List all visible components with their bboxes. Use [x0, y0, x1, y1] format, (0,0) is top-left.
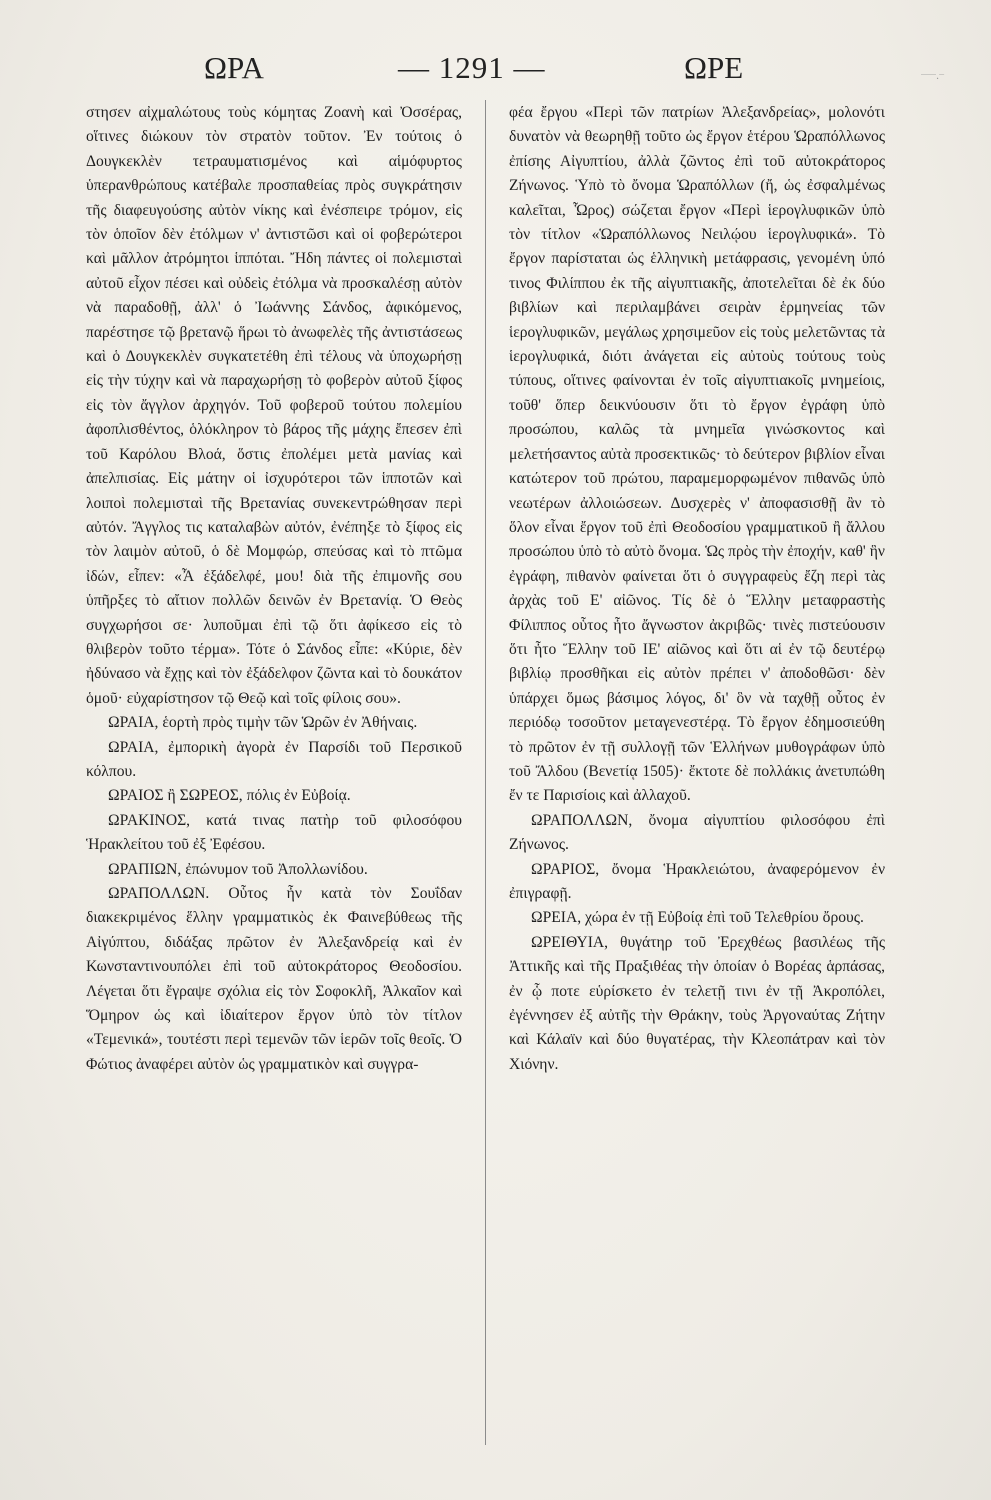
- corner-mark: ‾‾‾·‾: [921, 74, 945, 85]
- column-divider: [485, 100, 486, 1445]
- entry-oreia: ΩΡΕΙΑ, χώρα ἐν τῇ Εὐβοίᾳ ἐπὶ τοῦ Τελεθρίου ὄρους.: [531, 909, 864, 927]
- left-column: [86, 101, 462, 1077]
- entry-orarios: ΩΡΑΡΙΟΣ, ὄνομα Ἡρακλειώτου, ἀναφερόμενον ἐν ἐπιγραφῇ.: [509, 860, 885, 902]
- page-number: — 1291 —: [398, 50, 546, 85]
- right-paragraph-continued: φέα ἔργου «Περὶ τῶν πατρίων Ἀλεξανδρείας», μολονότι δυνατὸν νὰ θεωρηθῇ τοῦτο ὡς ἔργον ἑτέρου Ὡραπόλλωνος ἐπίσης Αἰγυπτίου, ἀλλὰ ζῶντος ἐπὶ τοῦ αὐτοκράτορος Ζήνωνος. Ὑπὸ τὸ ὄνομα Ὡραπόλλων (ἤ, ὡς ἐσφαλμένως καλεῖται, Ὧρος) σώζεται ἔργον «Περὶ ἱερογλυφικῶν ὑπὸ τὸν τίτλον «Ὡραπόλλωνος Νειλῴου ἱερογλυφικά». Τὸ ἔργον παρίσταται ὡς ἑλληνικὴ μετάφρασις, γενομένη ὑπό τινος Φιλίππου ἐκ τῆς αἰγυπτιακῆς, ἀποτελεῖται δὲ ἐκ δύο βιβλίων καὶ περιλαμβάνει σειρὰν ἑρμηνείας τῶν ἱερογλυφικῶν, μεγάλως χρησιμεῦον εἰς τοὺς μελετῶντας τὰ ἱερογλυφικά, διότι ἀνάγεται εἰς αὐτοὺς τούτους τοὺς τύπους, οἵτινες φαίνονται ἐν τοῖς αἰγυπτιακοῖς μνημείοις, τοῦθ' ὅπερ δεικνύουσιν ὅτι τὸ ἔργον ἐγράφη ὑπὸ προσώπου, καλῶς τὰ μνημεῖα γινώσκοντος καὶ μελετήσαντος αὐτὰ προσεκτικῶς· τὸ δεύτερον βιβλίον εἶναι κατώτερον τοῦ πρώτου, παραμεμορφωμένον πιθανῶς ὑπὸ νεωτέρων ἀλλοιώσεων. Δυσχερὲς ν' ἀποφασισθῇ ἂν τὸ ὅλον εἶναι ἔργον τοῦ ἐπὶ Θεοδοσίου γραμματικοῦ ἢ ἄλλου προσώπου ὑπὸ τὸ αὐτὸ ὄνομα. Ὡς πρὸς τὴν ἐποχήν, καθ' ἣν ἐγράφη, πιθανὸν φαίνεται ὅτι ὁ συγγραφεὺς ἔζη περὶ τὰς ἀρχὰς τοῦ Ε' αἰῶνος. Τίς δὲ ὁ Ἕλλην μεταφραστὴς Φίλιππος οὗτος ἦτο ἄγνωστον ἀκριβῶς· τινὲς πιστεύουσιν ὅτι ἦτο Ἕλλην τοῦ ΙΕ' αἰῶνος καὶ ὅτι αἱ ἐν τῷ δευτέρῳ βιβλίῳ προσθῆκαι εἰς αὐτὸν πρέπει ν' ἀποδοθῶσι· δὲν ὑπάρχει ὅμως βάσιμος λόγος, δι' ὃν νὰ ταχθῇ οὗτος ἐν περιόδῳ τοσοῦτον μεταγενεστέρᾳ. Τὸ ἔργον ἐδημοσιεύθη τὸ πρῶτον ἐν τῇ συλλογῇ τῶν Ἑλλήνων μυθογράφων ὑπὸ τοῦ Ἄλδου (Βενετίᾳ 1505)· ἔκτοτε δὲ πολλάκις ἀνετυπώθη ἔν τε Παρισίοις καὶ ἀλλαχοῦ.: [509, 104, 885, 805]
- entry-orapollon-philosopher: ΩΡΑΠΟΛΛΩΝ, ὄνομα αἰγυπτίου φιλοσόφου ἐπὶ Ζήνωνος.: [509, 811, 885, 854]
- entry-orapion: ΩΡΑΠΙΩΝ, ἐπώνυμον τοῦ Ἀπολλωνίδου.: [108, 860, 368, 878]
- entry-oraia-market: ΩΡΑΙΑ, ἐμπορικὴ ἀγορὰ ἐν Παρσίδι τοῦ Περσικοῦ κόλπου.: [86, 738, 462, 780]
- right-column: [509, 101, 885, 1077]
- entry-oraios: ΩΡΑΙΟΣ ἢ ΣΩΡΕΟΣ, πόλις ἐν Εὐβοίᾳ.: [108, 787, 351, 805]
- header-left-word: ΩΡΑ: [204, 50, 264, 85]
- entry-oraia-festival: ΩΡΑΙΑ, ἑορτὴ πρὸς τιμὴν τῶν Ὡρῶν ἐν Ἀθήναις.: [108, 714, 418, 732]
- entry-oreithyia: ΩΡΕΙΘΥΙΑ, θυγάτηρ τοῦ Ἐρεχθέως βασιλέως τῆς Ἀττικῆς καὶ τῆς Πραξιθέας τὴν ὁποίαν ὁ Βορέας ἁρπάσας, ἐν ᾧ ποτε εὑρίσκετο ἐν τελετῇ τινι ἐν τῇ Ἀκροπόλει, ἐγέννησεν ἐξ αὐτῆς τὴν Θράκην, τοὺς Ἀργοναύτας Ζήτην καὶ Κάλαϊν καὶ δύο θυγατέρας, τὴν Κλεοπάτραν καὶ τὸν Χιόνην.: [509, 933, 885, 1073]
- header-right-word: ΩΡΕ: [684, 50, 744, 85]
- entry-orakinos: ΩΡΑΚΙΝΟΣ, κατά τινας πατὴρ τοῦ φιλοσόφου Ἡρακλείτου τοῦ ἐξ Ἐφέσου.: [86, 811, 462, 854]
- page-header: [0, 50, 991, 98]
- entry-orapollon: ΩΡΑΠΟΛΛΩΝ. Οὗτος ἦν κατὰ τὸν Σουΐδαν διακεκριμένος ἕλλην γραμματικὸς ἐκ Φαινεβύθεως τῆς Αἰγύπτου, διδάξας πρῶτον ἐν Ἀλεξανδρείᾳ καὶ ἐν Κωνσταντινουπόλει ἐπὶ τοῦ αὐτοκράτορος Θεοδοσίου. Λέγεται ὅτι ἔγραψε σχόλια εἰς τὸν Σοφοκλῆ, Ἀλκαῖον καὶ Ὅμηρον ὡς καὶ ἰδιαίτερον ἔργον ὑπὸ τὸν τίτλον «Τεμενικά», τουτέστι περὶ τεμενῶν τῶν ἱερῶν τοῖς θεοῖς. Ὁ Φώτιος ἀναφέρει αὐτὸν ὡς γραμματικὸν καὶ συγγρα-: [86, 885, 462, 1073]
- left-paragraph-continued: στησεν αἰχμαλώτους τοὺς κόμητας Ζοανὴ καὶ Ὀσσέρας, οἵτινες διώκουν τὸν στρατὸν τοῦτον. Ἐν τούτοις ὁ Δουγκεκλὲν τετραυματισμένος καὶ αἱμόφυρτος ὑπερανθρώπους κατέβαλε προσπαθείας πρὸς συγκράτησιν τῆς διαφευγούσης αὐτὸν νίκης καὶ ἐνέσπειρε τρόμον, εἰς τὸν ὁποῖον δὲν ἐτόλμων ν' ἀντιστῶσι καὶ οἱ φοβερώτεροι καὶ μᾶλλον ἀτρόμητοι ἱππόται. Ἤδη πάντες οἱ πολεμισταὶ αὐτοῦ εἶχον πέσει καὶ οὐδεὶς ἐτόλμα νὰ προσκαλέσῃ αὐτὸν νὰ παραδοθῇ, ἀλλ' ὁ Ἰωάννης Σάνδος, ἀφικόμενος, παρέστησε τῷ βρετανῷ ἥρωι τὸ ἀνωφελὲς τῆς ἀντιστάσεως καὶ ὁ Δουγκεκλὲν συγκατετέθη ἐπὶ τέλους νὰ ὑποχωρήσῃ εἰς τὴν τύχην καὶ νὰ παραχωρήσῃ τὸ φοβερὸν αὐτοῦ ξίφος εἰς τὸν ἄγγλον ἀρχηγόν. Τοῦ φοβεροῦ τούτου πολεμίου ἀφοπλισθέντος, ὁλόκληρον τὸ βάρος τῆς μάχης ἔπεσεν ἐπὶ τοῦ Καρόλου Βλοά, ὅστις ἐπολέμει μετὰ μανίας καὶ ἀπελπισίας. Εἰς μάτην οἱ ἰσχυρότεροι τῶν ἱπποτῶν καὶ λοιποὶ πολεμισταὶ τῆς Βρετανίας συνεκεντρώθησαν περὶ αὐτόν. Ἄγγλος τις καταλαβὼν αὐτόν, ἐνέπηξε τὸ ξίφος εἰς τὸν λαιμὸν αὐτοῦ, ὁ δὲ Μομφώρ, σπεύσας καὶ τὸ πτῶμα ἰδών, εἶπεν: «Ἆ ἐξάδελφέ, μου! διὰ τῆς ἐπιμονῆς σου ὑπῆρξες τὸ αἴτιον πολλῶν δεινῶν ἐν Βρετανίᾳ. Ὁ Θεὸς συγχωρήσοι σε· λυποῦμαι ἐπὶ τῷ ὅτι ἀφίκεσο εἰς τὸ θλιβερὸν τοῦτο τέρμα». Τότε ὁ Σάνδος εἶπε: «Κύριε, δὲν ἠδύνασο νὰ ἔχῃς καὶ τὸν ἐξάδελφον ζῶντα καὶ τὸ δουκάτον ὁμοῦ· εὐχαρίστησον τῷ Θεῷ καὶ τοῖς φίλοις σου».: [86, 104, 462, 707]
